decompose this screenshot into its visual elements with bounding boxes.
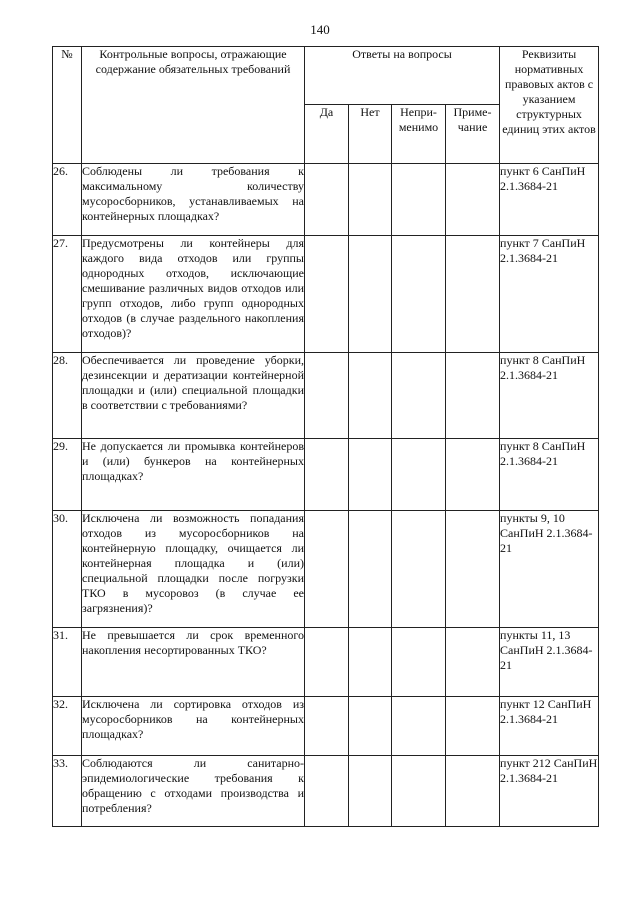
row-question: Предусмотрены ли контейнеры для каждого вида отходов или группы однородных отходов, исключающие смешивание различных видов отходов или групп отходов, либо групп однородных отходов (в случае раздельного накопления отходов)? <box>82 236 305 353</box>
row-number: 31. <box>53 628 82 697</box>
checklist-table <box>52 46 599 827</box>
header-note: Приме-чание <box>446 105 500 164</box>
table-row <box>53 353 599 439</box>
answer-not-applicable-cell[interactable] <box>392 236 446 353</box>
table-row <box>53 236 599 353</box>
header-no: Нет <box>349 105 392 164</box>
answer-no-cell[interactable] <box>349 511 392 628</box>
row-number: 27. <box>53 236 82 353</box>
table-row <box>53 164 599 236</box>
answer-no-cell[interactable] <box>349 164 392 236</box>
answer-no-cell[interactable] <box>349 236 392 353</box>
row-reference: пункт 8 СанПиН 2.1.3684-21 <box>500 353 599 439</box>
header-yes: Да <box>305 105 349 164</box>
answer-not-applicable-cell[interactable] <box>392 756 446 827</box>
row-reference: пункт 12 СанПиН 2.1.3684-21 <box>500 697 599 756</box>
row-number: 30. <box>53 511 82 628</box>
row-reference: пункт 6 СанПиН 2.1.3684-21 <box>500 164 599 236</box>
page-number: 140 <box>310 22 330 37</box>
row-question: Соблюдены ли требования к максимальному количеству мусоросборников, устанавливаемых на контейнерных площадках? <box>82 164 305 236</box>
table-row <box>53 628 599 697</box>
answer-yes-cell[interactable] <box>305 353 349 439</box>
row-question: Не превышается ли срок временного накопления несортированных ТКО? <box>82 628 305 697</box>
header-number: № <box>53 47 82 164</box>
answer-note-cell[interactable] <box>446 511 500 628</box>
answer-note-cell[interactable] <box>446 164 500 236</box>
answer-no-cell[interactable] <box>349 628 392 697</box>
answer-yes-cell[interactable] <box>305 164 349 236</box>
header-question: Контрольные вопросы, отражающие содержание обязательных требований <box>82 47 305 164</box>
answer-no-cell[interactable] <box>349 697 392 756</box>
row-question: Соблюдаются ли санитарно-эпидемиологические требования к обращению с отходами производства и потребления? <box>82 756 305 827</box>
answer-no-cell[interactable] <box>349 439 392 511</box>
row-reference: пункты 11, 13 СанПиН 2.1.3684-21 <box>500 628 599 697</box>
answer-yes-cell[interactable] <box>305 697 349 756</box>
answer-yes-cell[interactable] <box>305 511 349 628</box>
row-number: 28. <box>53 353 82 439</box>
answer-note-cell[interactable] <box>446 697 500 756</box>
header-answers: Ответы на вопросы <box>305 47 500 105</box>
answer-note-cell[interactable] <box>446 353 500 439</box>
row-reference: пункты 9, 10 СанПиН 2.1.3684-21 <box>500 511 599 628</box>
row-question: Обеспечивается ли проведение уборки, дезинсекции и дератизации контейнерной площадки и (или) специальной площадки в соответствии с требованиями? <box>82 353 305 439</box>
row-reference: пункт 7 СанПиН 2.1.3684-21 <box>500 236 599 353</box>
row-number: 32. <box>53 697 82 756</box>
answer-yes-cell[interactable] <box>305 756 349 827</box>
row-reference: пункт 212 СанПиН 2.1.3684-21 <box>500 756 599 827</box>
answer-not-applicable-cell[interactable] <box>392 439 446 511</box>
row-question: Исключена ли сортировка отходов из мусоросборников на контейнерных площадках? <box>82 697 305 756</box>
answer-no-cell[interactable] <box>349 756 392 827</box>
row-number: 26. <box>53 164 82 236</box>
row-question: Не допускается ли промывка контейнеров и (или) бункеров на контейнерных площадках? <box>82 439 305 511</box>
table-row <box>53 511 599 628</box>
answer-yes-cell[interactable] <box>305 628 349 697</box>
header-reference: Реквизиты нормативных правовых актов с указанием структурных единиц этих актов <box>500 47 599 164</box>
answer-not-applicable-cell[interactable] <box>392 511 446 628</box>
answer-not-applicable-cell[interactable] <box>392 164 446 236</box>
table-row <box>53 756 599 827</box>
row-number: 29. <box>53 439 82 511</box>
answer-not-applicable-cell[interactable] <box>392 697 446 756</box>
answer-yes-cell[interactable] <box>305 236 349 353</box>
answer-note-cell[interactable] <box>446 439 500 511</box>
answer-not-applicable-cell[interactable] <box>392 353 446 439</box>
table-row <box>53 439 599 511</box>
row-number: 33. <box>53 756 82 827</box>
answer-note-cell[interactable] <box>446 756 500 827</box>
answer-note-cell[interactable] <box>446 236 500 353</box>
answer-not-applicable-cell[interactable] <box>392 628 446 697</box>
table-row <box>53 697 599 756</box>
answer-no-cell[interactable] <box>349 353 392 439</box>
row-reference: пункт 8 СанПиН 2.1.3684-21 <box>500 439 599 511</box>
answer-note-cell[interactable] <box>446 628 500 697</box>
answer-yes-cell[interactable] <box>305 439 349 511</box>
row-question: Исключена ли возможность попадания отходов из мусоросборников на контейнерную площадку, очищается ли контейнерная площадка и (или) специальной площадки после погрузки ТКО в мусоровоз (в случае ее загрязнения)? <box>82 511 305 628</box>
header-not-applicable: Непри-менимо <box>392 105 446 164</box>
